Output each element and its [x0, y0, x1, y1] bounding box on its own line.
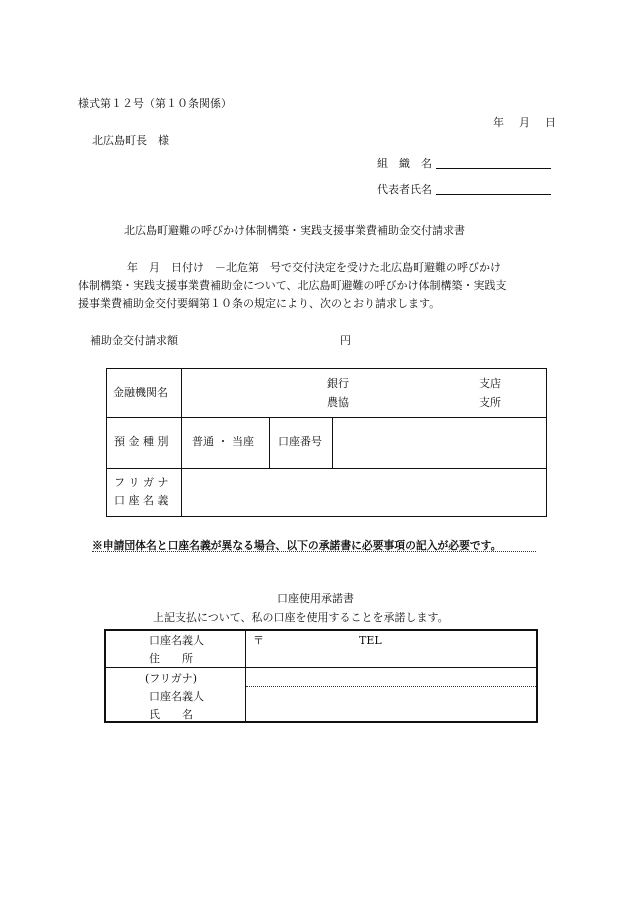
body-line-3: 援事業費補助金交付要綱第１０条の規定により、次のとおり請求します。: [78, 297, 441, 310]
holder-name-label-1: 口座名義人: [149, 690, 204, 703]
holder-name-label-2: 氏 名: [149, 708, 193, 721]
holder-furigana-field[interactable]: [248, 669, 535, 685]
tel-label: TEL: [359, 634, 382, 647]
date-line: 年 月 日: [493, 116, 558, 129]
account-holder-label: 口 座 名 義: [114, 494, 169, 507]
org-label: 組 織 名: [377, 157, 432, 170]
branch-office-label: 支所: [479, 396, 501, 409]
org-name-field[interactable]: [436, 168, 551, 169]
account-holder-field[interactable]: [183, 471, 543, 515]
consent-title: 口座使用承諾書: [277, 592, 354, 605]
holder-name-field[interactable]: [248, 689, 535, 721]
postal-mark: 〒: [253, 634, 264, 647]
account-number-label: 口座番号: [278, 435, 322, 448]
institution-label: 金融機関名: [113, 386, 168, 399]
deposit-options[interactable]: 普通 ・ 当座: [192, 435, 254, 448]
bank-label: 銀行: [327, 377, 349, 390]
branch-label: 支店: [479, 377, 501, 390]
account-number-field[interactable]: [334, 420, 544, 465]
agri-label: 農協: [327, 396, 349, 409]
furigana-label: フ リ ガ ナ: [114, 476, 169, 489]
body-line-2: 体制構築・実践支援事業費補助金について、北広島町避難の呼びかけ体制構築・実践支: [78, 279, 507, 292]
deposit-type-label: 預 金 種 別: [114, 435, 169, 448]
body-line-1: 年 月 日付け －北危第 号で交付決定を受けた北広島町避難の呼びかけ: [127, 261, 501, 274]
amount-unit: 円: [340, 334, 351, 347]
document-title: 北広島町避難の呼びかけ体制構築・実践支援事業費補助金交付請求書: [124, 224, 465, 237]
addressee: 北広島町長 様: [92, 134, 169, 147]
rep-name-field[interactable]: [436, 194, 551, 195]
amount-label: 補助金交付請求額: [90, 334, 178, 347]
holder-furigana-label: (フリガナ): [145, 672, 198, 685]
holder-address-label-2: 住 所: [149, 652, 193, 665]
consent-text: 上記支払について、私の口座を使用することを承諾します。: [153, 611, 449, 624]
rep-label: 代表者氏名: [377, 183, 432, 196]
form-number: 様式第１２号（第１０条関係）: [78, 97, 232, 110]
notice-text: ※申請団体名と口座名義が異なる場合、以下の承諾書に必要事項の記入が必要です。: [92, 539, 502, 552]
holder-address-label-1: 口座名義人: [149, 634, 204, 647]
